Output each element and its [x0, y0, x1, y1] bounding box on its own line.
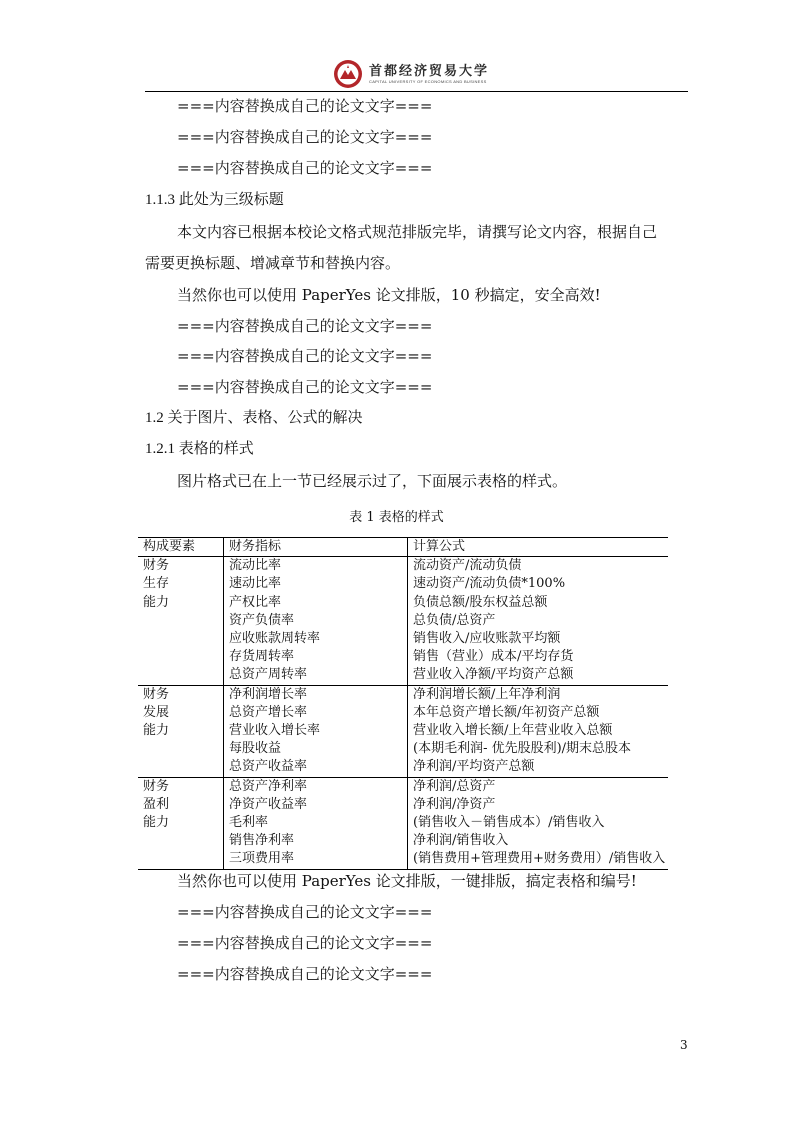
section-heading-1-1-3: 1.1.3 此处为三级标题: [145, 192, 284, 208]
page-number: 3: [680, 1038, 688, 1052]
factor-label: 盈利: [143, 796, 170, 812]
section-heading-1-2: 1.2 关于图片、表格、公式的解决: [145, 410, 363, 426]
indicator-name: 毛利率: [229, 815, 269, 831]
indicator-name: 产权比率: [229, 594, 282, 610]
formula: 净利润/销售收入: [413, 833, 509, 849]
formula: 流动资产/流动负债: [413, 558, 522, 574]
indicator-name: 净资产收益率: [229, 796, 308, 812]
table-row-group-profitability: [138, 777, 668, 869]
formula: 销售（营业）成本/平均存货: [413, 649, 574, 665]
factor-cell: [138, 557, 224, 685]
factor-label: 财务: [143, 778, 170, 794]
indicator-name: 总资产收益率: [229, 759, 308, 775]
indicator-name: 存货周转率: [229, 649, 295, 665]
formula: 营业收入增长额/上年营业收入总额: [413, 723, 613, 739]
formula: 总负债/总资产: [413, 612, 496, 628]
placeholder-text: ===内容替换成自己的论文文字===: [177, 317, 433, 335]
indicator-name: 速动比率: [229, 576, 282, 592]
factor-cell: [138, 685, 224, 777]
formula: (销售费用+管理费用+财务费用）/销售收入: [413, 851, 666, 867]
paragraph: 当然你也可以使用 PaperYes 论文排版，10 秒搞定，安全高效!: [177, 286, 601, 304]
indicator-name: 资产负债率: [229, 612, 295, 628]
factor-cell: [138, 777, 224, 869]
formula: (销售收入－销售成本）/销售收入: [413, 815, 605, 831]
placeholder-text: ===内容替换成自己的论文文字===: [177, 347, 433, 365]
placeholder-text: ===内容替换成自己的论文文字===: [177, 965, 433, 983]
university-seal-icon: [333, 59, 363, 89]
factor-label: 能力: [143, 815, 170, 831]
indicator-name: 应收账款周转率: [229, 631, 321, 647]
indicator-name: 每股收益: [229, 741, 282, 757]
formula: 负债总额/股东权益总额: [413, 594, 548, 610]
placeholder-text: ===内容替换成自己的论文文字===: [177, 97, 433, 115]
paragraph: 图片格式已在上一节已经展示过了，下面展示表格的样式。: [177, 472, 568, 490]
formula: 净利润增长额/上年净利润: [413, 686, 561, 702]
factor-label: 能力: [143, 594, 170, 610]
table-header-cell: 财务指标: [224, 538, 408, 557]
indicator-name: 总资产周转率: [229, 667, 308, 683]
placeholder-text: ===内容替换成自己的论文文字===: [177, 159, 433, 177]
factor-label: 发展: [143, 704, 170, 720]
formula: (本期毛利润- 优先股股利)/期末总股本: [413, 741, 632, 757]
formula-cell: [408, 685, 669, 777]
indicator-name: 营业收入增长率: [229, 723, 321, 739]
university-logo: [333, 58, 503, 90]
table-row-group-survival: [138, 557, 668, 685]
paragraph: 当然你也可以使用 PaperYes 论文排版，一键排版，搞定表格和编号!: [177, 872, 637, 890]
factor-label: 能力: [143, 723, 170, 739]
factor-label: 财务: [143, 686, 170, 702]
indicator-cell: [224, 777, 408, 869]
placeholder-text: ===内容替换成自己的论文文字===: [177, 934, 433, 952]
placeholder-text: ===内容替换成自己的论文文字===: [177, 903, 433, 921]
table-header-row: [138, 538, 668, 557]
formula: 净利润/平均资产总额: [413, 759, 535, 775]
factor-label: 财务: [143, 558, 170, 574]
paragraph: 本文内容已根据本校论文格式规范排版完毕，请撰写论文内容，根据自己: [177, 223, 658, 241]
table-header-cell: 计算公式: [408, 538, 669, 557]
placeholder-text: ===内容替换成自己的论文文字===: [177, 378, 433, 396]
university-name-en: CAPITAL UNIVERSITY OF ECONOMICS AND BUSINESS: [369, 78, 487, 84]
formula: 速动资产/流动负债*100%: [413, 576, 566, 592]
indicator-cell: [224, 557, 408, 685]
header-divider: [145, 91, 688, 92]
formula: 销售收入/应收账款平均额: [413, 631, 561, 647]
table-caption: 表 1 表格的样式: [349, 510, 444, 525]
factor-label: 生存: [143, 576, 170, 592]
university-name-cn: 首都经济贸易大学: [369, 63, 490, 79]
indicator-name: 净利润增长率: [229, 686, 308, 702]
formula: 净利润/净资产: [413, 796, 496, 812]
indicator-name: 总资产增长率: [229, 704, 308, 720]
table-header-cell: 构成要素: [138, 538, 224, 557]
formula: 本年总资产增长额/年初资产总额: [413, 704, 600, 720]
table-row-group-development: [138, 685, 668, 777]
indicator-cell: [224, 685, 408, 777]
formula: 营业收入净额/平均资产总额: [413, 667, 574, 683]
indicator-name: 总资产净利率: [229, 778, 308, 794]
indicator-name: 销售净利率: [229, 833, 295, 849]
formula: 净利润/总资产: [413, 778, 496, 794]
indicator-name: 三项费用率: [229, 851, 295, 867]
formula-cell: [408, 557, 669, 685]
placeholder-text: ===内容替换成自己的论文文字===: [177, 128, 433, 146]
indicator-name: 流动比率: [229, 558, 282, 574]
paragraph: 需要更换标题、增减章节和替换内容。: [145, 254, 401, 272]
section-heading-1-2-1: 1.2.1 表格的样式: [145, 441, 254, 457]
financial-indicators-table: [138, 537, 668, 870]
formula-cell: [408, 777, 669, 869]
